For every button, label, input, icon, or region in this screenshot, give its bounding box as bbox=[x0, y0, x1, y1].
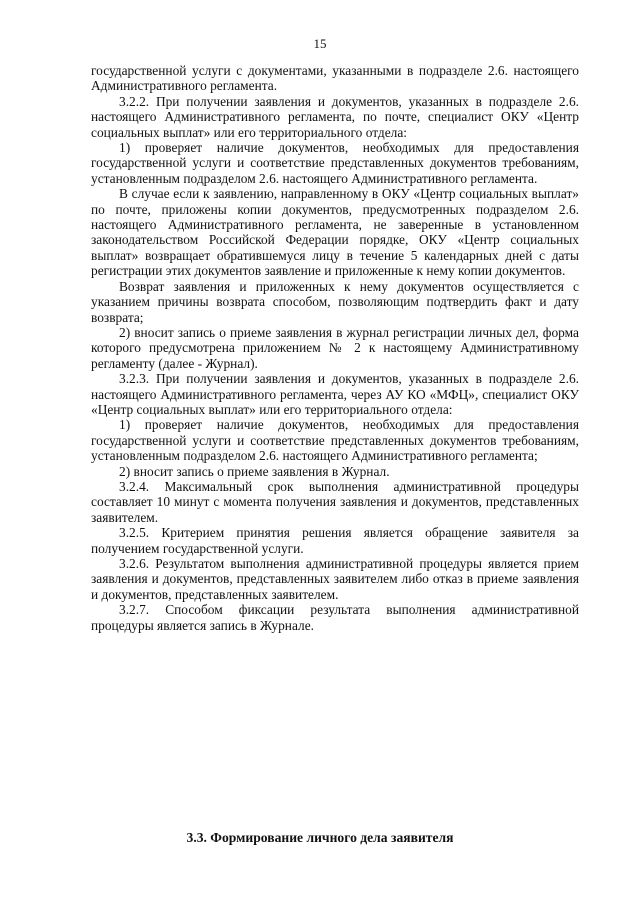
paragraph-mail-copies: В случае если к заявлению, направленному в ОКУ «Центр социальных выплат» по почте, приложены копии документов, предусмотренных подразделом 2.6. настоящего Административного регламента, не заверенные в установленном законодательством Российской Федерации порядке, ОКУ «Центр социальных выплат» возвращает обратившемуся лицу в течение 5 календарных дней с даты регистрации этих документов заявление и приложенные к нему копии документов. bbox=[91, 186, 579, 279]
paragraph-3-2-6: 3.2.6. Результатом выполнения административной процедуры является прием заявления и документов, представленных заявителем либо отказ в приеме заявления и документов, представленных заявителем. bbox=[91, 556, 579, 602]
paragraph-3-2-5: 3.2.5. Критерием принятия решения является обращение заявителя за получением государственной услуги. bbox=[91, 525, 579, 556]
paragraph-3-2-3: 3.2.3. При получении заявления и документов, указанных в подразделе 2.6. настоящего Административного регламента, через АУ КО «МФЦ», специалист ОКУ «Центр социальных выплат» или его территориального отдела: bbox=[91, 371, 579, 417]
paragraph-return: Возврат заявления и приложенных к нему документов осуществляется с указанием причины возврата способом, позволяющим подтвердить факт и дату возврата; bbox=[91, 278, 579, 325]
section-heading: 3.3. Формирование личного дела заявителя bbox=[186, 830, 454, 845]
paragraph-3-2-2-item-1: 1) проверяет наличие документов, необходимых для предоставления государственной услуги и соответствие представленных документов требованиям, установленным подразделом 2.6. настоящего Административного регламента. bbox=[91, 140, 579, 186]
document-body bbox=[91, 63, 579, 633]
paragraph-3-2-3-item-1: 1) проверяет наличие документов, необходимых для предоставления государственной услуги и соответствие представленных документов требованиям, установленным подразделом 2.6. настоящего Административного регламента; bbox=[91, 417, 579, 464]
paragraph-3-2-2: 3.2.2. При получении заявления и документов, указанных в подразделе 2.6. настоящего Административного регламента, по почте, специалист ОКУ «Центр социальных выплат» или его территориального отдела: bbox=[91, 93, 579, 140]
page-number: 15 bbox=[313, 36, 327, 51]
paragraph-3-2-3-item-2: 2) вносит запись о приеме заявления в Журнал. bbox=[119, 463, 390, 479]
paragraph-continuation: государственной услуги с документами, указанными в подразделе 2.6. настоящего Административного регламента. bbox=[91, 63, 579, 94]
paragraph-3-2-2-item-2: 2) вносит запись о приеме заявления в журнал регистрации личных дел, форма которого предусмотрена приложением № 2 к настоящему Административному регламенту (далее - Журнал). bbox=[91, 324, 579, 371]
paragraph-3-2-4: 3.2.4. Максимальный срок выполнения административной процедуры составляет 10 минут с момента получения заявления и документов, представленных заявителем. bbox=[91, 478, 579, 525]
paragraph-3-2-7: 3.2.7. Способом фиксации результата выполнения административной процедуры является запись в Журнале. bbox=[91, 602, 579, 633]
